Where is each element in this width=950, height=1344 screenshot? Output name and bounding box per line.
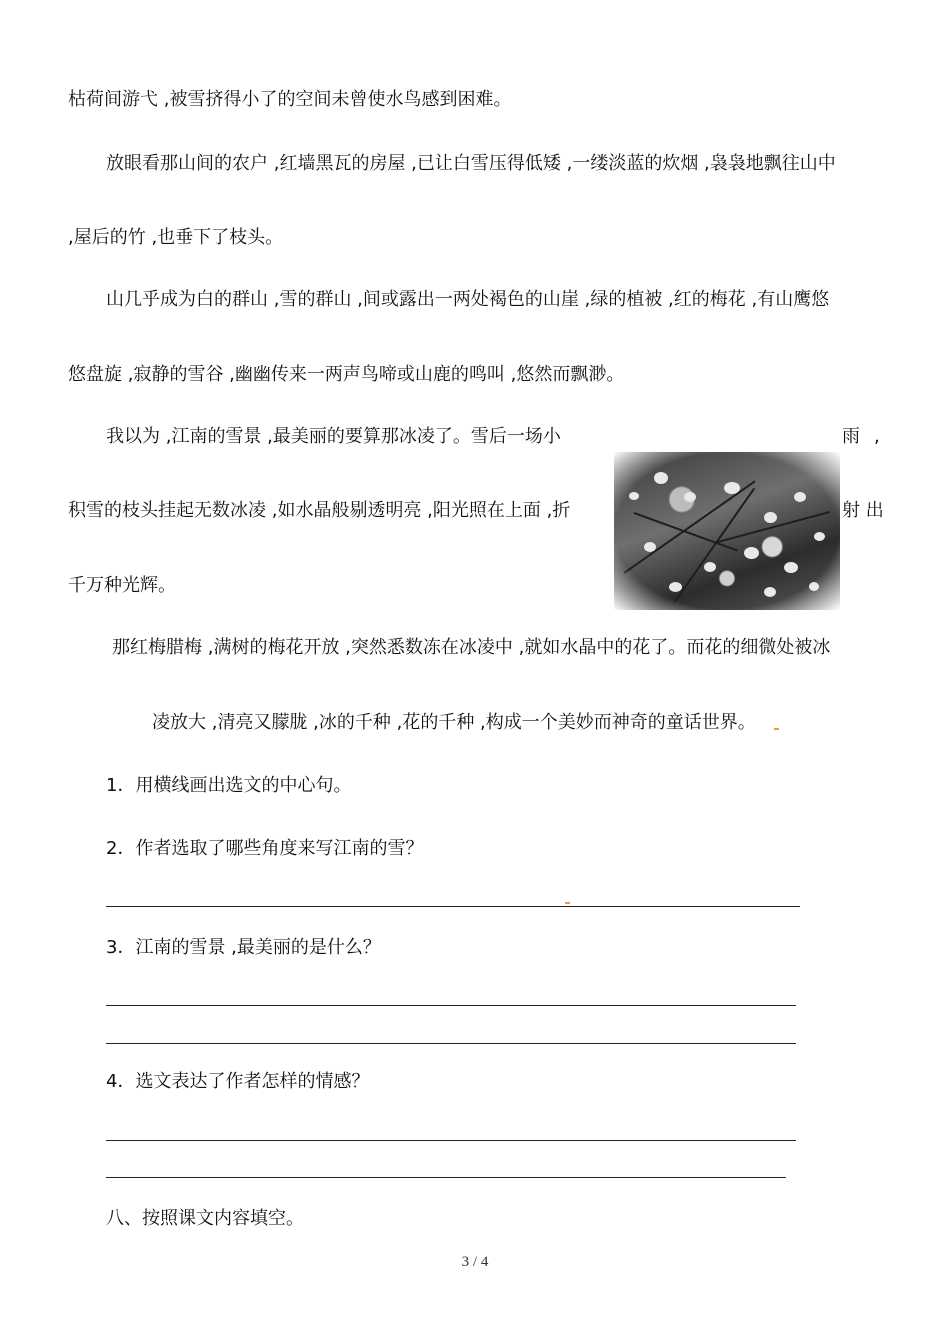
question-4: 4．选文表达了作者怎样的情感？ [106,1071,370,1092]
question-2: 2．作者选取了哪些角度来写江南的雪？ [106,838,424,859]
passage-line: 枯荷间游弋 ,被雪挤得小了的空间未曾使水鸟感到困难。 [68,89,512,110]
passage-line: , [874,426,880,447]
answer-line[interactable] [106,906,800,907]
answer-line[interactable] [106,1140,796,1141]
passage-line: 千万种光辉。 [68,575,176,596]
passage-line: 雨 [842,426,860,447]
passage-line: 射 出 [842,500,884,521]
passage-line: 那红梅腊梅 ,满树的梅花开放 ,突然悉数冻在冰凌中 ,就如水晶中的花了。而花的细微处被冰 [112,637,831,658]
passage-line: 山几乎成为白的群山 ,雪的群山 ,间或露出一两处褐色的山崖 ,绿的植被 ,红的梅花 ,有山鹰悠 [106,289,830,310]
question-1: 1．用横线画出选文的中心句。 [106,775,352,796]
highlight-mark [774,728,779,730]
page-number: 3 / 4 [461,1254,489,1270]
passage-line: 悠盘旋 ,寂静的雪谷 ,幽幽传来一两声鸟啼或山鹿的鸣叫 ,悠然而飘渺。 [68,364,625,385]
passage-line: 凌放大 ,清亮又朦胧 ,冰的千种 ,花的千种 ,构成一个美妙而神奇的童话世界。 [152,712,756,733]
answer-line[interactable] [106,1177,786,1178]
passage-line: ,屋后的竹 ,也垂下了枝头。 [68,227,284,248]
highlight-mark [565,902,570,904]
plum-blossom-photo [614,452,840,610]
passage-line: 放眼看那山间的农户 ,红墙黑瓦的房屋 ,已让白雪压得低矮 ,一缕淡蓝的炊烟 ,袅袅地飘往山中 [106,153,836,174]
passage-line: 积雪的枝头挂起无数冰凌 ,如水晶般剔透明亮 ,阳光照在上面 ,折 [68,500,571,521]
passage-line: 我以为 ,江南的雪景 ,最美丽的要算那冰凌了。雪后一场小 [106,426,561,447]
answer-line[interactable] [106,1043,796,1044]
question-3: 3．江南的雪景 ,最美丽的是什么？ [106,937,381,958]
answer-line[interactable] [106,1005,796,1006]
section-heading: 八、按照课文内容填空。 [106,1208,304,1229]
